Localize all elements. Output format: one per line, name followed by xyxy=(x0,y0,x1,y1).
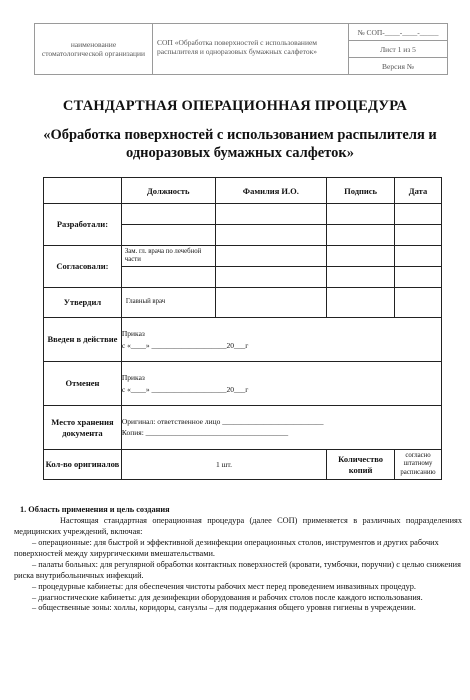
sop-number: № СОП-____-____-_____ xyxy=(349,24,447,41)
cell[interactable] xyxy=(327,267,395,288)
originals-count-label: Кол-во оригиналов xyxy=(44,450,122,480)
cell[interactable] xyxy=(395,225,442,246)
list-item: – процедурные кабинеты: для обеспечения чистоты рабочих мест перед проведением инвазивных процедур. xyxy=(32,581,417,591)
cell[interactable] xyxy=(215,204,327,225)
introduced-order xyxy=(121,318,441,362)
cell[interactable] xyxy=(327,246,395,267)
cell[interactable] xyxy=(395,288,442,318)
cell[interactable] xyxy=(121,267,215,288)
col-date: Дата xyxy=(395,178,442,204)
row-approved-label: Утвердил xyxy=(44,288,122,318)
storage-info xyxy=(121,406,441,450)
cell[interactable] xyxy=(215,288,327,318)
row-developed-label: Разработали: xyxy=(44,204,122,246)
cell[interactable] xyxy=(327,225,395,246)
approved-position: Главный врач xyxy=(121,288,215,318)
cell[interactable] xyxy=(121,225,215,246)
row-agreed-label: Согласовали: xyxy=(44,246,122,288)
order-label: Приказ xyxy=(121,328,145,338)
col-position: Должность xyxy=(121,178,215,204)
list-item: – операционные: для быстрой и эффективной дезинфекции операционных столов, инструментов и других рабочих поверхностей между хирургическими вмешательствами. xyxy=(14,537,439,558)
section-scope xyxy=(14,505,462,614)
cell[interactable] xyxy=(395,204,442,225)
cell[interactable] xyxy=(395,246,442,267)
sheet-number: Лист 1 из 5 xyxy=(349,41,447,58)
version-number: Версия № xyxy=(382,61,414,71)
order-label: Приказ xyxy=(121,372,145,382)
document-header xyxy=(34,23,448,75)
cancelled-order xyxy=(121,362,441,406)
originals-count-value: 1 шт. xyxy=(121,450,326,480)
list-item: – палаты больных: для регулярной обработки контактных поверхностей (кровати, тумбочки, поручни) с целью снижения риска внутрибольничных инфекций. xyxy=(14,559,461,580)
cell[interactable] xyxy=(215,246,327,267)
cell[interactable] xyxy=(327,288,395,318)
header-meta xyxy=(349,24,447,74)
order-date-line: с «____» ____________________20___г xyxy=(121,384,249,394)
row-cancelled-label: Отменен xyxy=(44,362,122,406)
list-item: – общественные зоны: холлы, коридоры, санузлы – для поддержания общего уровня гигиены в учреждении. xyxy=(32,603,416,613)
copies-count-label: Количество копий xyxy=(327,450,395,480)
section-heading: 1. Область применения и цель создания xyxy=(20,505,170,514)
order-date-line: с «____» ____________________20___г xyxy=(121,340,249,350)
cell[interactable] xyxy=(395,267,442,288)
col-name: Фамилия И.О. xyxy=(215,178,327,204)
copies-count-value: согласно штатному расписанию xyxy=(395,450,442,480)
page-title: СТАНДАРТНАЯ ОПЕРАЦИОННАЯ ПРОЦЕДУРА xyxy=(62,98,408,114)
cell[interactable] xyxy=(121,204,215,225)
list-item: – диагностические кабинеты: для дезинфекции оборудования и рабочих столов после каждого использования. xyxy=(32,592,423,602)
original-line: Оригинал: ответственное лицо ___________________________ xyxy=(121,417,324,427)
cell[interactable] xyxy=(215,267,327,288)
agreed-position: Зам. гл. врача по лечебной части xyxy=(121,246,215,267)
approval-table xyxy=(43,177,442,480)
section-intro: Настоящая стандартная операционная процедура (далее СОП) применяется в различных подразделениях медицинских учреждений, включая: xyxy=(14,515,462,536)
header-sop-title: СОП «Обработка поверхностей с использованием распылителя и одноразовых бумажных салфеток» xyxy=(153,24,349,74)
row-storage-label: Место хранения документа xyxy=(44,406,122,450)
row-introduced-label: Введен в действие xyxy=(44,318,122,362)
col-signature: Подпись xyxy=(327,178,395,204)
copy-line: Копия: ______________________________________ xyxy=(121,427,289,437)
table-corner-cell xyxy=(44,178,122,204)
cell[interactable] xyxy=(327,204,395,225)
org-name: наименование стоматологической организации xyxy=(35,24,153,74)
cell[interactable] xyxy=(215,225,327,246)
page-subtitle: «Обработка поверхностей с использованием распылителя и одноразовых бумажных салфеток» xyxy=(43,127,437,162)
